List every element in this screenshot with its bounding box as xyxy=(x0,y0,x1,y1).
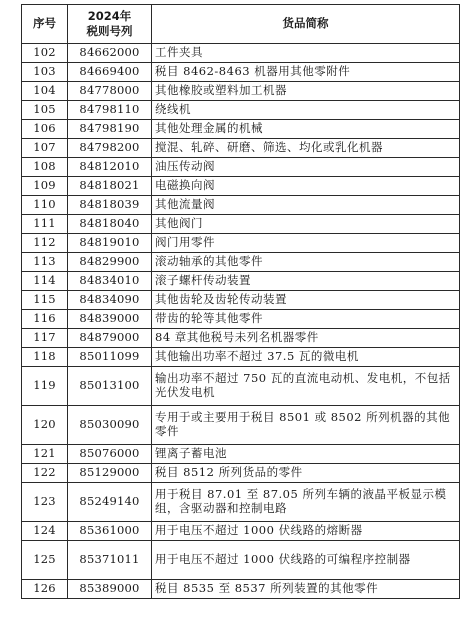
cell-no: 113 xyxy=(22,253,68,272)
table-row xyxy=(22,483,460,522)
cell-code: 84834010 xyxy=(68,272,152,291)
cell-name: 其他阀门 xyxy=(152,215,460,234)
cell-code: 85013100 xyxy=(68,367,152,406)
tariff-table xyxy=(21,4,460,599)
cell-code: 84819010 xyxy=(68,234,152,253)
cell-code: 84818040 xyxy=(68,215,152,234)
table-row xyxy=(22,82,460,101)
cell-code: 84778000 xyxy=(68,82,152,101)
cell-no: 125 xyxy=(22,541,68,580)
cell-code: 85030090 xyxy=(68,406,152,445)
cell-no: 108 xyxy=(22,158,68,177)
table-row xyxy=(22,464,460,483)
cell-no: 119 xyxy=(22,367,68,406)
table-row xyxy=(22,120,460,139)
cell-name: 搅混、轧碎、研磨、筛选、均化或乳化机器 xyxy=(152,139,460,158)
cell-name: 滚子螺杆传动装置 xyxy=(152,272,460,291)
cell-code: 84798190 xyxy=(68,120,152,139)
header-name: 货品简称 xyxy=(152,5,460,44)
cell-name: 其他齿轮及齿轮传动装置 xyxy=(152,291,460,310)
cell-no: 114 xyxy=(22,272,68,291)
cell-no: 110 xyxy=(22,196,68,215)
header-code xyxy=(68,5,152,44)
cell-name: 输出功率不超过 750 瓦的直流电动机、发电机，不包括光伏发电机 xyxy=(152,367,460,406)
cell-name: 其他输出功率不超过 37.5 瓦的微电机 xyxy=(152,348,460,367)
cell-code: 84798200 xyxy=(68,139,152,158)
table-row xyxy=(22,310,460,329)
cell-name: 绕线机 xyxy=(152,101,460,120)
table-row xyxy=(22,291,460,310)
cell-name: 其他流量阀 xyxy=(152,196,460,215)
cell-name: 用于电压不超过 1000 伏线路的熔断器 xyxy=(152,522,460,541)
cell-code: 84669400 xyxy=(68,63,152,82)
table-row xyxy=(22,63,460,82)
cell-name: 滚动轴承的其他零件 xyxy=(152,253,460,272)
cell-code: 85129000 xyxy=(68,464,152,483)
cell-name: 税目 8462-8463 机器用其他零附件 xyxy=(152,63,460,82)
cell-name: 锂离子蓄电池 xyxy=(152,445,460,464)
table-row xyxy=(22,406,460,445)
cell-no: 120 xyxy=(22,406,68,445)
cell-name: 工件夹具 xyxy=(152,44,460,63)
table-row xyxy=(22,139,460,158)
cell-no: 106 xyxy=(22,120,68,139)
cell-no: 109 xyxy=(22,177,68,196)
table-row xyxy=(22,272,460,291)
cell-code: 84812010 xyxy=(68,158,152,177)
cell-code: 84829900 xyxy=(68,253,152,272)
cell-no: 126 xyxy=(22,580,68,599)
cell-code: 84879000 xyxy=(68,329,152,348)
cell-no: 117 xyxy=(22,329,68,348)
cell-no: 102 xyxy=(22,44,68,63)
table-row xyxy=(22,215,460,234)
table-row xyxy=(22,101,460,120)
table-row xyxy=(22,158,460,177)
table-row xyxy=(22,177,460,196)
cell-code: 84818021 xyxy=(68,177,152,196)
cell-no: 104 xyxy=(22,82,68,101)
table-row xyxy=(22,541,460,580)
cell-code: 85371011 xyxy=(68,541,152,580)
table-row xyxy=(22,234,460,253)
cell-code: 84662000 xyxy=(68,44,152,63)
cell-name: 税目 8535 至 8537 所列装置的其他零件 xyxy=(152,580,460,599)
table-body xyxy=(22,44,460,599)
cell-code: 84839000 xyxy=(68,310,152,329)
cell-name: 税目 8512 所列货品的零件 xyxy=(152,464,460,483)
table-row xyxy=(22,329,460,348)
cell-code: 84834090 xyxy=(68,291,152,310)
cell-name: 其他处理金属的机械 xyxy=(152,120,460,139)
cell-code: 84798110 xyxy=(68,101,152,120)
cell-no: 121 xyxy=(22,445,68,464)
table-row xyxy=(22,367,460,406)
cell-no: 116 xyxy=(22,310,68,329)
header-code-line1: 2024年 xyxy=(87,9,132,23)
table-row xyxy=(22,445,460,464)
cell-no: 123 xyxy=(22,483,68,522)
table-row xyxy=(22,44,460,63)
table-row xyxy=(22,253,460,272)
table-row xyxy=(22,196,460,215)
cell-no: 118 xyxy=(22,348,68,367)
cell-code: 85249140 xyxy=(68,483,152,522)
table-row xyxy=(22,580,460,599)
cell-name: 阀门用零件 xyxy=(152,234,460,253)
cell-name: 其他橡胶或塑料加工机器 xyxy=(152,82,460,101)
cell-no: 105 xyxy=(22,101,68,120)
cell-name: 电磁换向阀 xyxy=(152,177,460,196)
table-row xyxy=(22,522,460,541)
cell-no: 115 xyxy=(22,291,68,310)
cell-no: 107 xyxy=(22,139,68,158)
cell-no: 122 xyxy=(22,464,68,483)
cell-no: 103 xyxy=(22,63,68,82)
cell-name: 油压传动阀 xyxy=(152,158,460,177)
cell-code: 84818039 xyxy=(68,196,152,215)
cell-code: 85389000 xyxy=(68,580,152,599)
header-code-line2: 税则号列 xyxy=(86,24,133,38)
cell-name: 用于电压不超过 1000 伏线路的可编程序控制器 xyxy=(152,541,460,580)
header-row xyxy=(22,5,460,44)
cell-no: 112 xyxy=(22,234,68,253)
table-row xyxy=(22,348,460,367)
cell-no: 124 xyxy=(22,522,68,541)
cell-name: 带齿的轮等其他零件 xyxy=(152,310,460,329)
cell-code: 85011099 xyxy=(68,348,152,367)
header-no: 序号 xyxy=(22,5,68,44)
cell-no: 111 xyxy=(22,215,68,234)
cell-name: 84 章其他税号未列名机器零件 xyxy=(152,329,460,348)
cell-name: 专用于或主要用于税目 8501 或 8502 所列机器的其他零件 xyxy=(152,406,460,445)
cell-code: 85076000 xyxy=(68,445,152,464)
cell-code: 85361000 xyxy=(68,522,152,541)
cell-name: 用于税目 87.01 至 87.05 所列车辆的液晶平板显示模组，含驱动器和控制电路 xyxy=(152,483,460,522)
